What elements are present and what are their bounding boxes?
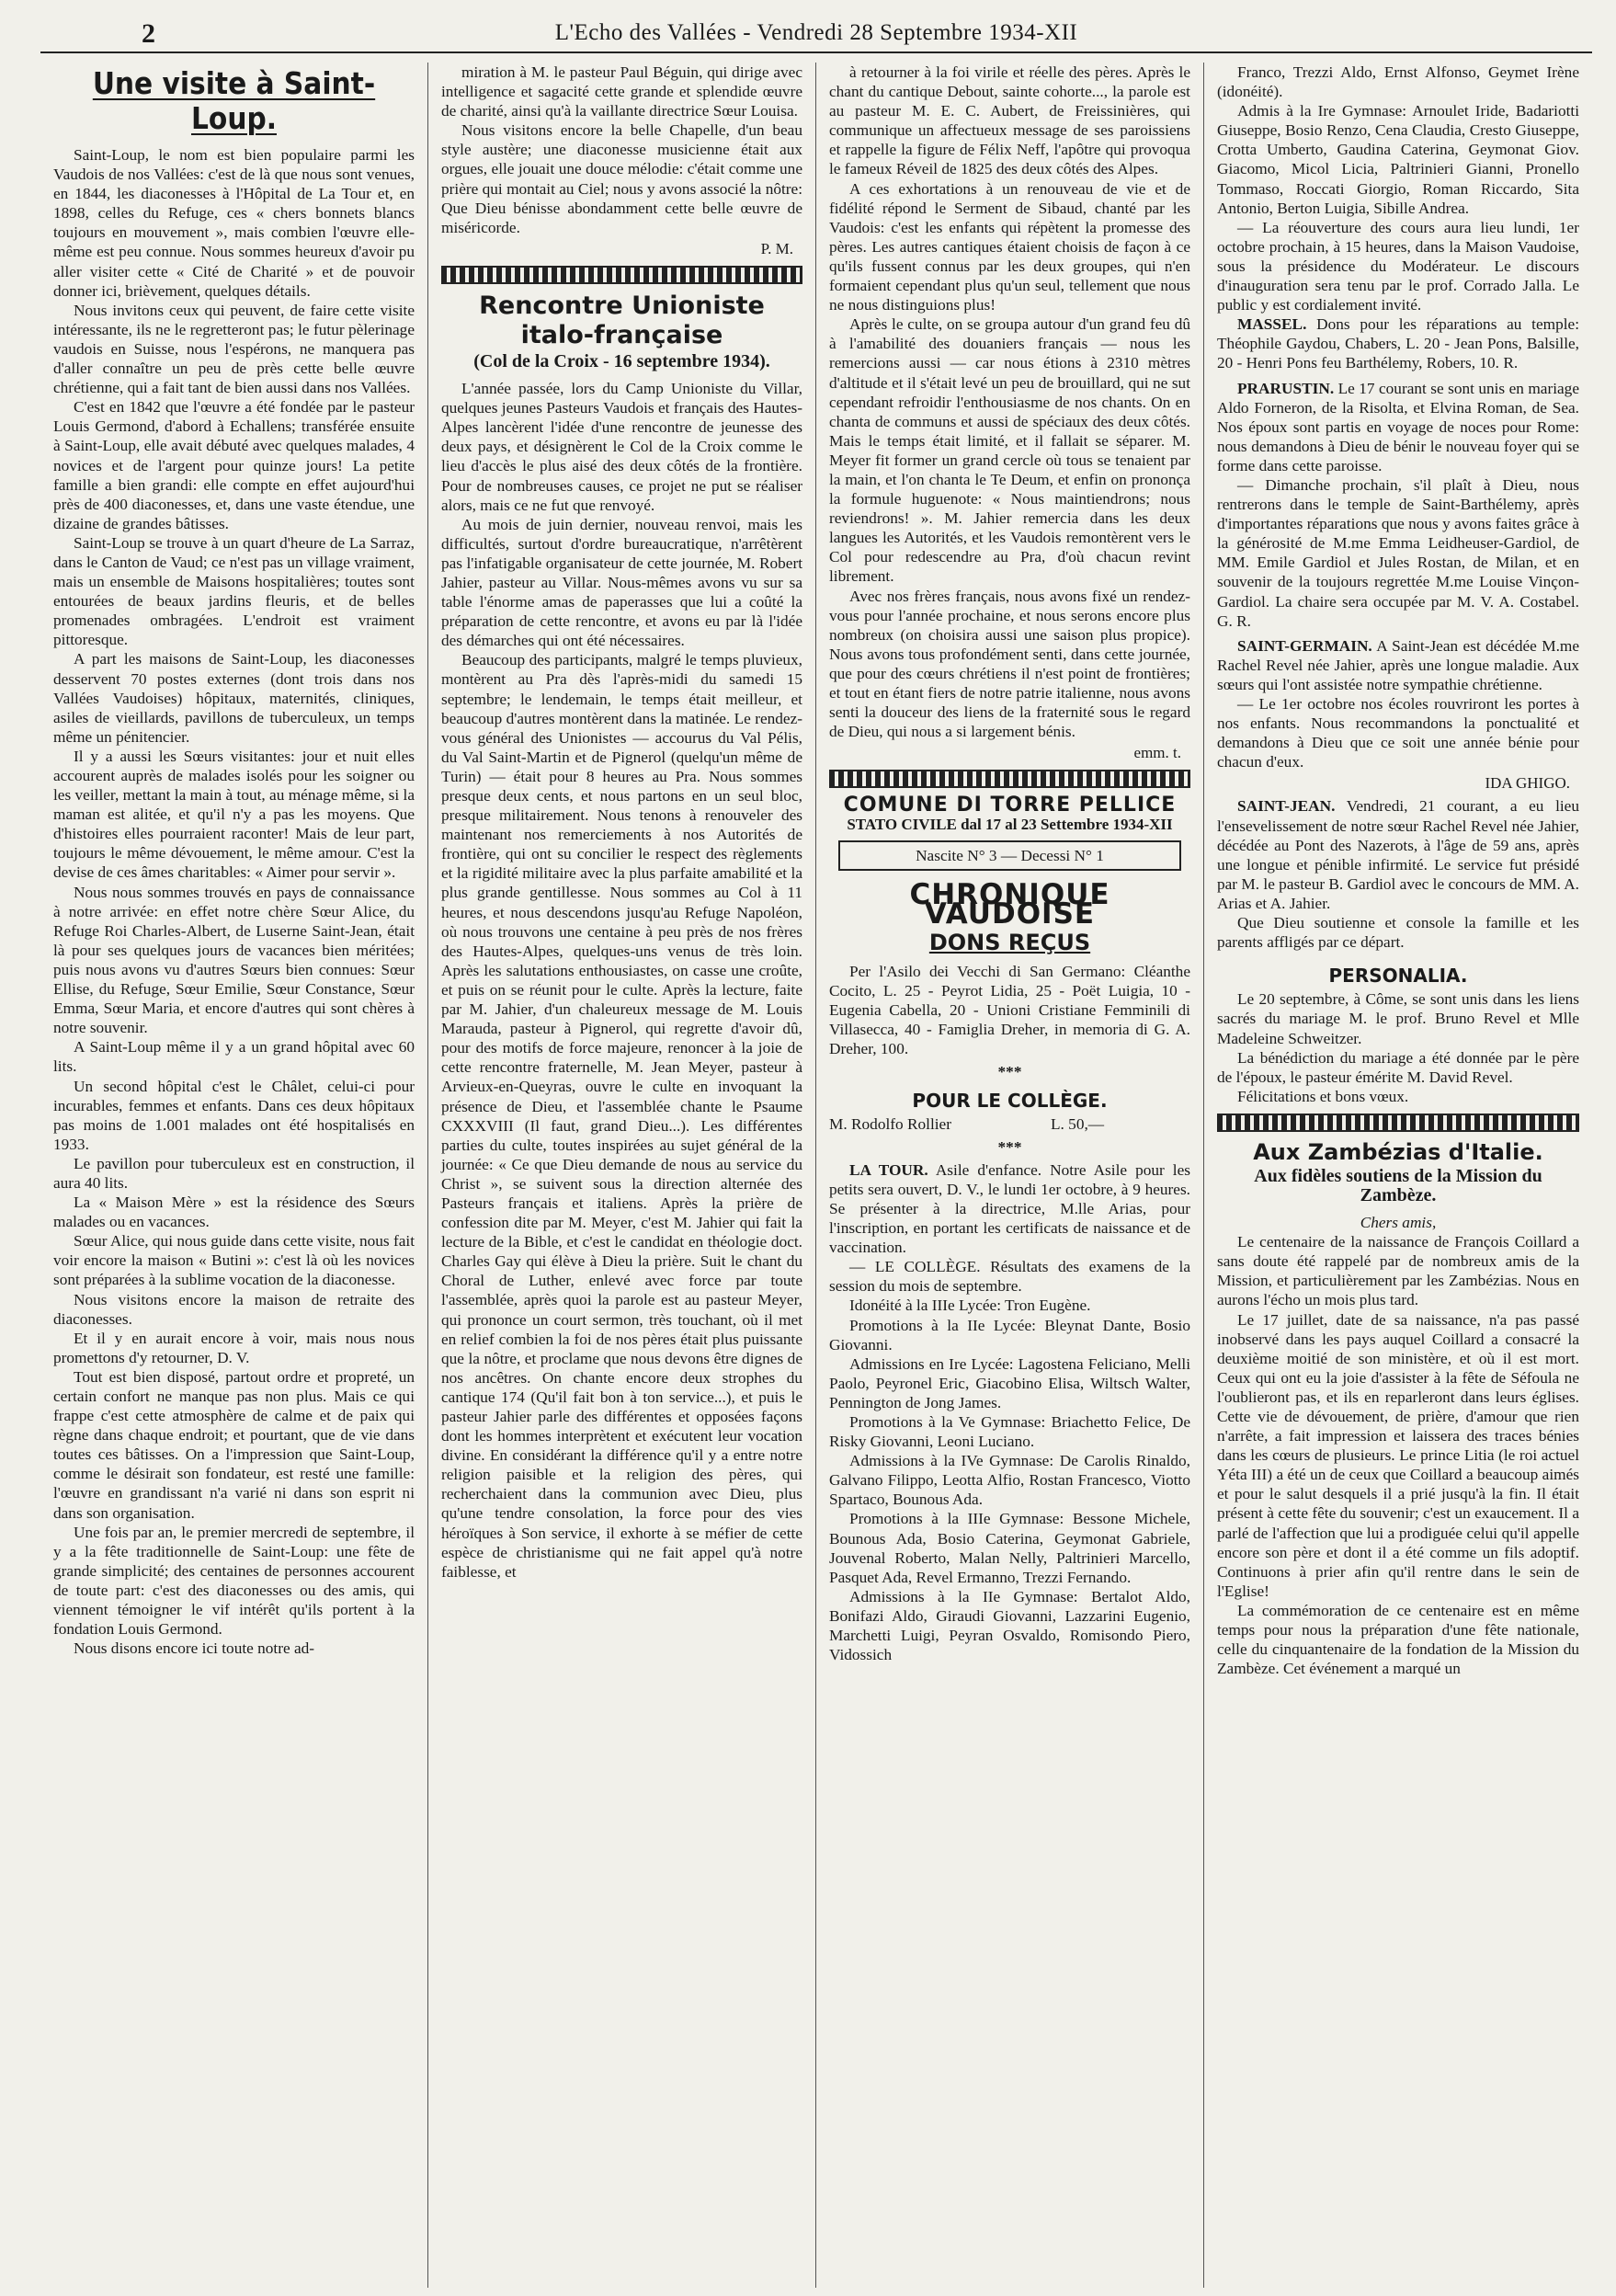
masthead-title: L'Echo des Vallées - Vendredi 28 Septembre 1934-XII [554,20,1078,45]
paragraph: Après le culte, on se groupa autour d'un grand feu dû à l'amabilité des douaniers français — nous les remercions aussi — car nous étions à 2310 mètres d'altitude et il s'était levé un peu de brouillard, qui ne sut cependant refroidir l'enthousiasme de nos chants. On en chanta de communs et aussi de spéciaux des deux côtés. Mais le temps était limité, et il fallait se séparer. M. Meyer fit former un grand cercle où tous se tenaient par la main, et l'on chanta le Te Deum, et enfin on prononça la formule huguenote: « Nous maintiendrons; nous reviendrons! ». M. Jahier remercia dans les deux langues les Autorités, et les Vaudois remontèrent vers le Col pour redescendre au Pra, d'où chacun revint librement. [829,315,1190,586]
paragraph: à retourner à la foi virile et réelle des pères. Après le chant du cantique Debout, sainte cohorte..., la parole est au pasteur M. E. C. Aubert, de Freissinières, qui communique un affectueux message de ses paroissiens et rappelle la figure de Félix Neff, l'apôtre qui provoqua le fameux Réveil de 1825 des deux côtés des Alpes. [829,63,1190,178]
saint-jean-item-2: Que Dieu soutienne et console la famille et les parents affligés par ce départ. [1217,914,1579,952]
paragraph: Le centenaire de la naissance de François Coillard a sans doute été rappelé par de nombreux amis de la Mission, et particulièrement par les Zambézias. Nous en aurons l'écho un mois plus tard. [1217,1233,1579,1309]
paragraph: Nous visitons encore la maison de retraite des diaconesses. [53,1290,415,1328]
column-4 [1204,63,1592,2288]
civil-status-title: COMUNE DI TORRE PELLICE [843,794,1177,817]
civil-status-subtitle: STATO CIVILE dal 17 al 23 Settembre 1934-XII [847,816,1173,834]
dons-list: Per l'Asilo dei Vecchi di San Germano: Cléanthe Cocito, L. 25 - Peyrot Lidia, 25 - Poët Luigia, 10 - Eugenia Cabella, 20 - Unioni Cristiane Femminili di Villasecca, 40 - Famiglia Dreher, in memoria di G. A. Dreher, 100. [829,962,1190,1058]
paragraph: Nous nous sommes trouvés en pays de connaissance à notre arrivée: en effet notre chère Sœur Alice, du Refuge Roi Charles-Albert, de Luserne Saint-Jean, était là pour ses quelques jours de vacances bien méritées; puis nous avons vu d'autres Sœurs bien connues: Sœur Ellise, du Refuge, Sœur Emilie, Sœur Constance, Sœur Emma, Sœur Maria, et encore d'autres qui sont chères à notre souvenir. [53,883,415,1037]
paragraph: Nous disons encore ici toute notre ad- [74,1639,315,1658]
zambezia-greeting: Chers amis, [1360,1214,1437,1232]
zambezia-body [1217,1232,1579,1678]
paragraph: Une fois par an, le premier mercredi de septembre, il y a la fête traditionnelle de Saint-Loup: une fête de grande simplicité; des centaines de personnes accourent de toute part: c'est des diaconesses ou des amis, qui viennent témoigner le vif intérêt qu'ils portent à la fondation Louis Germond. [53,1523,415,1639]
saint-germain-text: A Saint-Jean est décédée M.me Rachel Revel née Jahier, après une longue maladie. Aux sœurs qui l'ont assistée notre sympathie chrétienne. [1217,636,1580,693]
article-subheadline-rencontre: (Col de la Croix - 16 septembre 1934). [473,350,770,371]
paragraph: Le 17 juillet, date de sa naissance, n'a pas passé inobservé dans les pays auquel Coillard a consacré la deuxième moitié de son ministère, et où il est mort. Ceux qui ont eu la joie d'assister à la fête de Séfoula ne l'oublieront pas, et ils en reparleront dans leurs églises. Cette vie de dévouement, de prière, d'amour que rien n'arrête, a fait impression et laissera des traces bénies dans les cœurs de plusieurs. Le prince Litia (le roi actuel Yéta III) a été un de ceux que Coillard a beaucoup aimés et pour le salut desquels il a prié jusqu'à la fin. Il était présent à cette fête du souvenir; c'est un exaucement. Il a parlé de l'affection que lui a prodiguée celui qu'il appelle encore son père et dont il a été comme un fils adoptif. Continuons à prier afin qu'il rentre dans le sein de l'Eglise! [1217,1310,1579,1600]
article-body-rencontre [441,379,802,1582]
paragraph: Saint-Loup se trouve à un quart d'heure de La Sarraz, dans le Canton de Vaud; ce n'est pas un village vraiment, mais un ensemble de Maisons hospitalières; toutes sont entourées de beaux jardins fleuris, et de belles promenades ombragées. L'endroit est vraiment pittoresque. [53,533,415,649]
result-line: Promotions à la IIIe Gymnase: Bessone Michele, Bounous Ada, Bosio Caterina, Geymonat Gabriele, Jouvenal Roberto, Malan Nelly, Paltrinieri Marcello, Pasquet Ada, Revel Ermanno, Trezzi Fernando. [829,1510,1190,1586]
paragraph: Admis à la Ire Gymnase: Arnoulet Iride, Badariotti Giuseppe, Bosio Renzo, Cena Claudia, Cresto Giuseppe, Crotta Umberto, Gaudina Caterina, Geymonat Giov. Giacomo, Micol Licia, Paltrinieri Gianni, Pronello Tommaso, Roccati Giorgio, Roman Riccardo, Sita Antonio, Berton Luigia, Sibille Andrea. [1217,102,1579,217]
paragraph: Et il y en aurait encore à voir, mais nous nous promettons d'y retourner, D. V. [53,1329,415,1366]
paragraph: La « Maison Mère » est la résidence des Sœurs malades ou en vacances. [53,1194,415,1231]
civil-status-counts: Nascite N° 3 — Decessi N° 1 [838,840,1181,871]
result-line: Idonéité à la IIIe Lycée: Tron Eugène. [849,1296,1091,1315]
ornamental-divider [1217,1114,1579,1132]
ornamental-divider [829,770,1190,788]
signature-emm: emm. t. [1133,744,1181,762]
paragraph: Le pavillon pour tuberculeux est en construction, il aura 40 lits. [53,1154,415,1192]
paragraph: Il y a aussi les Sœurs visitantes: jour et nuit elles accourent auprès de malades isolés pour les soigner ou les veiller, mettant la main à tout, au ménage même, si la maman est alitée, et qu'il n'y a pas les moyens. Que d'histoires elles pourraient raconter! Mais de leur part, toujours le même dévouement, le même amour. C'est la devise de ces âmes charitables: « Aimer pour servir ». [53,747,415,882]
column-1 [40,63,428,2288]
result-line: Admissions en Ire Lycée: Lagostena Feliciano, Melli Paolo, Peyronel Eric, Giacobino Elisa, Wiltsch Walter, Pennington de Jong James. [829,1354,1190,1411]
paragraph: Saint-Loup, le nom est bien populaire parmi les Vaudois de nos Vallées: c'est de là que nous sont venues, en 1844, les diaconesses à l'Hôpital de La Tour et, en 1898, celles du Refuge, ces « chers bonnets blancs toujours en mouvement », mais combien l'œuvre elle-même est peu connue. Nous sommes heureux d'avoir pu aller visiter cette « Cité de Charité » et de pouvoir donner ici, brièvement, quelques détails. [53,146,415,300]
place-saint-germain: SAINT-GERMAIN. [1237,636,1372,655]
article-headline-saint-loup: Une visite à Saint-Loup. [92,65,376,136]
paragraph: Franco, Trezzi Aldo, Ernst Alfonso, Geymet Irène (idonéité). [1217,63,1579,101]
ornamental-divider [441,266,802,284]
dons-recus-title: DONS REÇUS [928,929,1091,955]
place-la-tour: LA TOUR. [849,1160,928,1179]
paragraph: Tout est bien disposé, partout ordre et propreté, un certain confort ne manque pas non plus. Mais ce qui frappe c'est cette atmosphère de calme et de paix qui règne dans chaque endroit; et pourtant, que de vie dans toutes ces bâtisses. On a l'impression que Saint-Loup, comme le désirait son fondateur, est resté une famille: l'œuvre en grandissant n'a varié ni dans son esprit ni dans son organisation. [53,1367,415,1522]
columns [40,63,1592,2288]
paragraph: C'est en 1842 que l'œuvre a été fondée par le pasteur Louis Germond, d'abord à Echallens; transférée ensuite à Saint-Loup, elle avait débuté avec quelques malades, 4 novices et de l'argent pour quinze jours! La petite famille a bien grandi: elle compte en effet aujourd'hui près de 400 diaconesses, et, dans une vaste étendue, une dizaine de grandes bâtisses. [53,398,415,532]
paragraph: Sœur Alice, qui nous guide dans cette visite, nous fait voir encore la maison « Butini »: c'est là où les novices sont préparées à la sublime vocation de la diaconesse. [53,1232,415,1289]
prarustin-item-2: — Dimanche prochain, s'il plaît à Dieu, nous rentrerons dans le temple de Saint-Barthélemy, après d'importantes réparations que nous y avons faites grâce à la générosité de M.me Emma Leidheuser-Gardiol, de MM. Emile Gardiol et Jules Rostan, de Milan, et en souvenir de la toujours regrettée M.me Louise Vinçon-Gardiol. La chaire sera occupée par M. V. A. Costabel. G. R. [1217,475,1579,630]
saint-jean-text: Vendredi, 21 courant, a eu lieu l'ensevelissement de notre sœur Rachel Revel née Jahier, décédée au Pont des Nazerots, à l'âge de 59 ans, après une longue et pénible infirmité. Le service fut présidé par M. le pasteur B. Gardiol avec le concours de MM. A. Arias et A. Jahier. [1217,797,1580,912]
paragraph: Un second hôpital c'est le Châlet, celui-ci pour incurables, femmes et enfants. Dans ces deux hôpitaux pas moins de 1.001 malades ont été hospitalisés en 1933. [53,1077,415,1153]
saint-germain-item [1217,636,1579,694]
college-results [829,1257,1190,1664]
prarustin-text: Le 17 courant se sont unis en mariage Aldo Forneron, de la Risolta, et Elvina Roman, de Sea. Nos époux sont partis en voyage de noces pour Rome: nous demandons à Dieu de bénir le nouveau foyer qui se forme dans cette paroisse. [1217,379,1579,474]
article-body-saint-loup [53,145,415,1658]
separator-stars: *** [997,1063,1022,1081]
place-massel: MASSEL. [1237,315,1307,334]
signature-ida-ghigo: IDA GHIGO. [1485,774,1570,793]
place-saint-jean: SAINT-JEAN. [1237,797,1336,816]
result-line: Admissions à la IVe Gymnase: De Carolis Rinaldo, Galvano Filippo, Leotta Alfio, Rostan Francesco, Viotto Spartaco, Bounous Ada. [829,1452,1190,1509]
paragraph: A Saint-Loup même il y a un grand hôpital avec 60 lits. [53,1038,415,1076]
article-continuation-saint-loup [441,63,802,237]
paragraph: Nous invitons ceux qui peuvent, de faire cette visite intéressante, ils ne le regretteront pas; le futur pèlerinage vaudois en Suisse, nous l'espérons, ne manquera pas d'aller connaître un peu de près cette belle œuvre chrétienne, qui a fait tant de bien aussi dans nos Vallées. [53,301,415,397]
column-3 [816,63,1204,2288]
result-line: Promotions à la IIe Lycée: Bleynat Dante, Bosio Giovanni. [829,1316,1190,1354]
la-tour-item [829,1160,1190,1257]
paragraph: Beaucoup des participants, malgré le temps pluvieux, montèrent au Pra dès l'après-midi du samedi 15 septembre; le lendemain, le temps était meilleur, et beaucoup d'autres montèrent dans la matinée. Le rendez-vous général des Unionistes — accourus du Val Pélis, du Val Saint-Martin et de Pignerol (quelqu'un même de Turin) — était pour 8 heures au Pra. Nous sommes presque deux cents, et nous partons en un seul bloc, presque militairement. Nous tenons à renouveler des maintenant nos remerciements à nos Autorités de frontière, qui ont su concilier le respect des règlements et la rigidité militaire avec la plus parfaite amabilité et la plus grande gentillesse. Nous sommes au Col à 11 heures, et nous descendons jusqu'au Refuge Napoléon, où nous trouvons une centaine à peu près de nos frères des Hautes-Alpes, quelques-uns venus de très loin. Après les salutations enthousiastes, on casse une croûte, et puis on se réunit pour le culte. Après la lecture, faite par M. Jahier, d'un chaleureux message de M. Louis Marauda, pasteur à Pignerol, qui regrette d'avoir dû, pour des motifs de force majeure, renoncer à la joie de cette rencontre fraternelle, M. Jean Meyer, pasteur à Arvieux-en-Queyras, ouvre le culte en invoquant la présence de Dieu, et l'assemblée chante le Psaume CXXXVIII (Il faut, grand Dieu...). Les différentes parties du culte, toutes inspirées au sujet général de la journée: « Ce que Dieu demande de nous au service du Christ », se suivent sous la direction alternée des Pasteurs français et italiens. Après la prière de confession dite par M. Meyer, c'est M. Jahier qui fait la lecture de la Bible, et c'est le candidat en théologie doct. Charles Gay qui élève à Dieu la prière. Suit le chant du Choral de Luther, enlevé avec force par toute l'assemblée, après quoi la parole est au pasteur Meyer, qui prononce un court sermon, très touchant, où il met en relief combien la foi de nos pères était plus puissante que la nôtre, et proclame que nous devons être dignes de nos ancêtres. On chante encore deux strophes du cantique 174 (Qu'il fait bon à ton service...), et puis le pasteur Jahier parle des différentes et opposées façons dont les hommes interprètent et exécutent leur vocation divine. En considérant la différence qu'il y a entre notre religion paisible et la religion des pères, qui recherchaient dans la communion avec Dieu, plus qu'une tendre consolation, la force pour des vies héroïques à Son service, il exhorte à se méfier de cette espèce de christianisme qui ne fait appel qu'à notre faiblesse, et [441,651,802,1581]
paragraph: La commémoration de ce centenaire est en même temps pour nous la préparation d'une fête nationale, celle du cinquantenaire de la fondation de la Mission du Zambèze. Cet événement a marqué un [1217,1601,1579,1678]
massel-item [1217,314,1579,372]
result-line: Promotions à la Ve Gymnase: Briachetto Felice, De Risky Giovanni, Leoni Luciano. [829,1413,1190,1451]
personalia-body [1217,989,1579,1106]
separator-stars: *** [997,1137,1022,1156]
paragraph: Le 20 septembre, à Côme, se sont unis dans les liens sacrés du mariage M. le prof. Bruno Revel et Mlle Madeleine Schweitzer. [1217,990,1579,1047]
college-donation: M. Rodolfo Rollier L. 50,— [829,1114,1105,1133]
zambezia-subheadline: Aux fidèles soutiens de la Mission du Zambèze. [1254,1165,1542,1205]
massel-text: Dons pour les réparations au temple: Théophile Gaydou, Chabers, L. 20 - Jean Pons, Balsille, 20 - Henri Pons feu Barthélemy, Robers, 10. R. [1217,315,1579,372]
prarustin-item [1217,379,1579,475]
paragraph: A part les maisons de Saint-Loup, les diaconesses desservent 70 postes externes (dont trois dans nos Vallées Vaudoises) hôpitaux, maternités, cliniques, asiles de vieillards, pavillons de tuberculeux, un temps même un pénitencier. [53,650,415,746]
paragraph: La bénédiction du mariage a été donnée par le père de l'époux, le pasteur émérite M. David Revel. [1217,1048,1579,1086]
la-tour-text: Asile d'enfance. Notre Asile pour les petits sera ouvert, D. V., le lundi 1er octobre, à 9 heures. Se présenter à la directrice, M.lle Arias, pour l'inscription, en portant les certificats de naissance et de vaccination. [829,1160,1190,1257]
article-headline-rencontre: Rencontre Unioniste italo-française [479,291,765,349]
paragraph: A ces exhortations à un renouveau de vie et de fidélité répond le Serment de Sibaud, chanté par les Vaudois: c'est les enfants qui répètent la promesse des pères. Les autres cantiques étaient choisis de façon à ce qu'ils fussent connus par les deux groupes, qui n'en formaient cependant plus qu'un seul, tellement que nous ne nous distinguions plus! [829,179,1190,314]
college-results-continued [1217,63,1579,314]
saint-germain-item-2: — Le 1er octobre nos écoles rouvriront les portes à nos enfants. Nous recommandons la ponctualité et demandons à Dieu que ce soit une année bénie pour chacun d'eux. [1217,695,1579,771]
paragraph: miration à M. le pasteur Paul Béguin, qui dirige avec intelligence et sagacité cette grande et splendide œuvre de charité, ainsi qu'à la vaillante directrice Sœur Louisa. [441,63,802,120]
result-line: Admissions à la IIe Gymnase: Bertalot Aldo, Bonifazi Aldo, Giraudi Giovanni, Lazzarini Eugenio, Marchetti Luigi, Peyran Osvaldo, Romisondo Piero, Vidossich [829,1587,1190,1664]
saint-jean-item [1217,796,1579,913]
signature-pm: P. M. [760,239,793,257]
page-header [40,17,1592,53]
page-number: 2 [142,18,155,49]
paragraph: Félicitations et bons vœux. [1237,1087,1409,1105]
paragraph: Avec nos frères français, nous avons fixé un rendez-vous pour l'année prochaine, et nous serons encore plus nombreux (on choisira aussi une saison plus propice). Nous avons tous profondément senti, dans cette journée, que pour des cœurs chrétiens il n'est point de frontières; et tout en étant fiers de notre patrie italienne, nous avons senti la douceur des liens de la fraternité sous le regard de Dieu, qui nous a si largement bénis. [829,587,1190,741]
paragraph: Nous visitons encore la belle Chapelle, d'un beau style austère; une diaconesse musicienne était aux orgues, elle jouait une douce mélodie: c'était comme une prière qui montait au Ciel; nous y avons associé la nôtre: Que Dieu bénisse abondamment cette belle œuvre de miséricorde. [441,121,802,236]
column-2 [428,63,816,2288]
zambezia-headline: Aux Zambézias d'Italie. [1253,1138,1543,1165]
result-line: — LE COLLÈGE. Résultats des examens de la session du mois de septembre. [829,1258,1190,1296]
paragraph: L'année passée, lors du Camp Unioniste du Villar, quelques jeunes Pasteurs Vaudois et français des Hautes-Alpes lancèrent l'idée d'une rencontre de jeunesse des deux pays, et désignèrent le Col de la Croix comme le lieu d'accès le plus aisé des deux côtés de la frontière. Pour de nombreuses causes, ce projet ne put se réaliser alors, mais ce ne fut que renvoyé. [441,380,802,514]
place-prarustin: PRARUSTIN. [1237,379,1335,397]
paragraph: — La réouverture des cours aura lieu lundi, 1er octobre prochain, à 15 heures, dans la Maison Vaudoise, sous la présidence du Modérateur. Le discours d'inauguration sera tenu par le prof. Corrado Jalla. Le public y est cordialement invité. [1217,218,1579,314]
college-heading: POUR LE COLLÈGE. [912,1089,1108,1112]
article-continuation-rencontre [829,63,1190,741]
personalia-heading: PERSONALIA. [1328,965,1468,988]
chronique-vaudoise-title: CHRONIQUE VAUDOISE [909,877,1110,931]
paragraph: Au mois de juin dernier, nouveau renvoi, mais les difficultés, surtout d'ordre bureaucratique, n'arrêtèrent pas l'infatigable organisateur de cette journée, M. Robert Jahier, pasteur au Villar. Nous-mêmes avons vu sur sa table l'énorme amas de paperasses que lui a coûté la préparation de cette rencontre, et avons eu par là l'idée des démarches qui ont été nécessaires. [441,515,802,650]
